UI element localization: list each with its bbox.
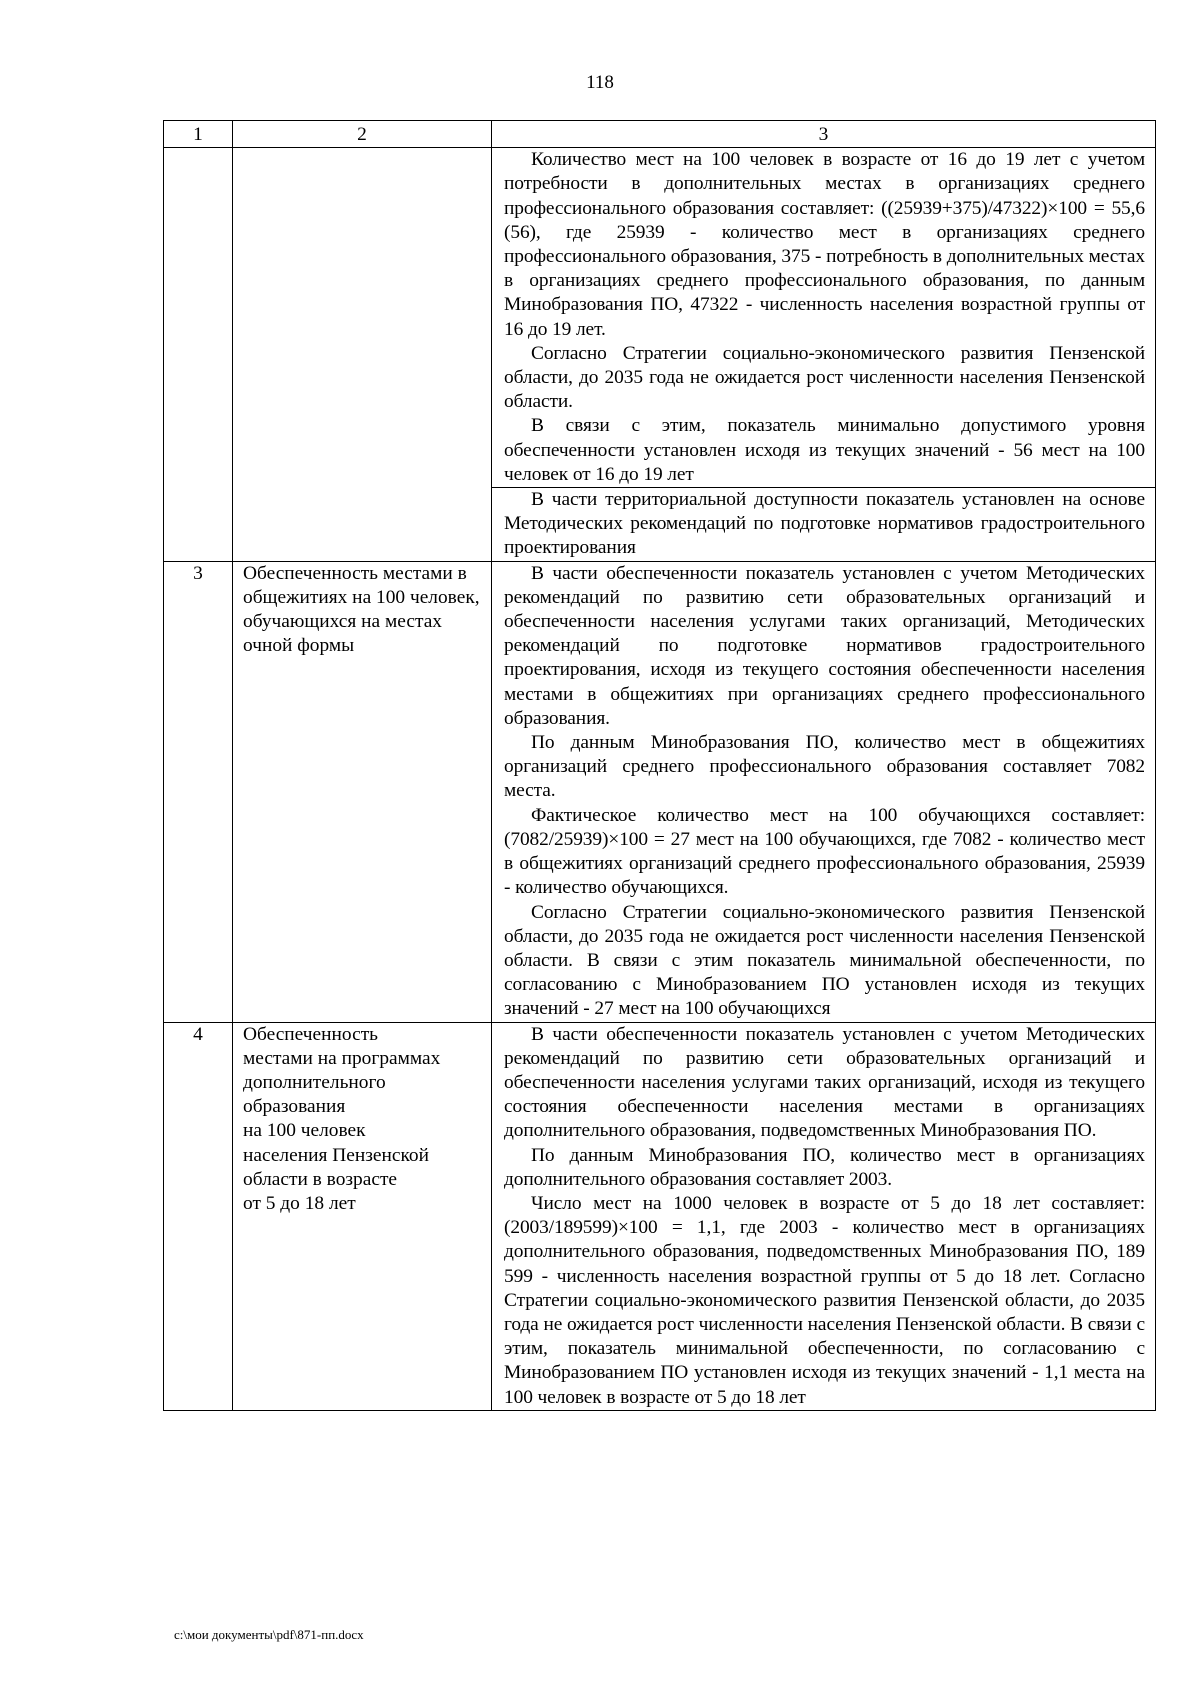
row-name-line: населения Пензенской xyxy=(243,1144,429,1166)
row-description-cell xyxy=(492,148,1156,488)
header-col-1: 1 xyxy=(164,121,233,148)
table-row xyxy=(164,1022,1156,1410)
description-paragraph: Фактическое количество мест на 100 обучающихся составляет: (7082/25939)×100 = 27 мест на 100 обучающихся, где 7082 - количество мест в общежитиях организаций среднего профессионального образования, 25939 - количество обучающихся. xyxy=(504,804,1145,899)
row-name-line: дополнительного xyxy=(243,1071,386,1093)
row-number-cell: 3 xyxy=(164,561,233,1022)
row-name-line: образования xyxy=(243,1096,346,1118)
description-paragraph: По данным Минобразования ПО, количество мест в организациях дополнительного образования составляет 2003. xyxy=(504,1144,1145,1190)
row-name-line: от 5 до 18 лет xyxy=(243,1192,356,1214)
description-paragraph: Число мест на 1000 человек в возрасте от 5 до 18 лет составляет: (2003/189599)×100 = 1,1, где 2003 - количество мест в организациях дополнительного образования, подведомственных Минобразования ПО, 189 599 - численность населения возрастной группы от 5 до 18 лет. Согласно Стратегии социально-экономического развития Пензенской области, до 2035 года не ожидается рост численности населения Пензенской области. В связи с этим, показатель минимальной обеспеченности, по согласованию с Минобразованием ПО установлен исходя из текущих значений - 1,1 места на 100 человек в возрасте от 5 до 18 лет xyxy=(504,1192,1145,1408)
table-row xyxy=(164,148,1156,488)
row-description-cell xyxy=(492,1022,1156,1410)
row-name-line: Обеспеченность xyxy=(243,1023,379,1045)
row-name-cell xyxy=(233,148,492,561)
table-row xyxy=(164,561,1156,1022)
description-paragraph: Количество мест на 100 человек в возрасте от 16 до 19 лет с учетом потребности в дополнительных местах в организациях среднего профессионального образования составляет: ((25939+375)/47322)×100 = 55,6 (56), где 25939 - количество мест в организациях среднего профессионального образования, 375 - потребность в дополнительных местах в организациях среднего профессионального образования, по данным Минобразования ПО, 47322 - численность населения возрастной группы от 16 до 19 лет. xyxy=(504,149,1145,340)
file-path-footer: c:\мои документы\pdf\871-пп.docx xyxy=(174,1627,364,1642)
description-paragraph: Согласно Стратегии социально-экономического развития Пензенской области, до 2035 года не ожидается рост численности населения Пензенской области. В связи с этим показатель минимальной обеспеченности, по согласованию с Минобразованием ПО установлен исходя из текущих значений - 27 мест на 100 обучающихся xyxy=(504,901,1145,1020)
row-description-cell xyxy=(492,488,1156,562)
row-description-cell xyxy=(492,561,1156,1022)
indicator-table xyxy=(163,120,1156,1411)
row-number-cell: 4 xyxy=(164,1022,233,1410)
header-col-2: 2 xyxy=(233,121,492,148)
row-name-line: области в возрасте xyxy=(243,1168,398,1190)
header-col-3: 3 xyxy=(492,121,1156,148)
description-paragraph: Согласно Стратегии социально-экономического развития Пензенской области, до 2035 года не ожидается рост численности населения Пензенской области. xyxy=(504,342,1145,413)
row-name-cell xyxy=(233,1022,492,1410)
row-name-cell: Обеспеченность местами в общежитиях на 100 человек, обучающихся на местах очной формы xyxy=(233,561,492,1022)
row-name-line: на 100 человек xyxy=(243,1120,366,1142)
description-paragraph: В части территориальной доступности показатель установлен на основе Методических рекомендаций по подготовке нормативов градостроительного проектирования xyxy=(504,489,1145,559)
description-paragraph: В связи с этим, показатель минимально допустимого уровня обеспеченности установлен исходя из текущих значений - 56 мест на 100 человек от 16 до 19 лет xyxy=(504,415,1145,485)
row-name-line: местами на программах xyxy=(243,1047,441,1069)
page-number: 118 xyxy=(586,72,614,93)
row-number-cell xyxy=(164,148,233,561)
table-header-row xyxy=(164,121,1156,148)
description-paragraph: В части обеспеченности показатель установлен с учетом Методических рекомендаций по развитию сети образовательных организаций и обеспеченности населения услугами таких организаций, Методических рекомендаций по подготовке нормативов градостроительного проектирования, исходя из текущего состояния обеспеченности населения местами в общежитиях при организациях среднего профессионального образования. xyxy=(504,562,1145,729)
description-paragraph: В части обеспеченности показатель установлен с учетом Методических рекомендаций по развитию сети образовательных организаций и обеспеченности населения услугами таких организаций, исходя из текущего состояния обеспеченности населения местами в организациях дополнительного образования, подведомственных Минобразования ПО. xyxy=(504,1023,1145,1142)
description-paragraph: По данным Минобразования ПО, количество мест в общежитиях организаций среднего профессионального образования составляет 7082 места. xyxy=(504,732,1145,802)
